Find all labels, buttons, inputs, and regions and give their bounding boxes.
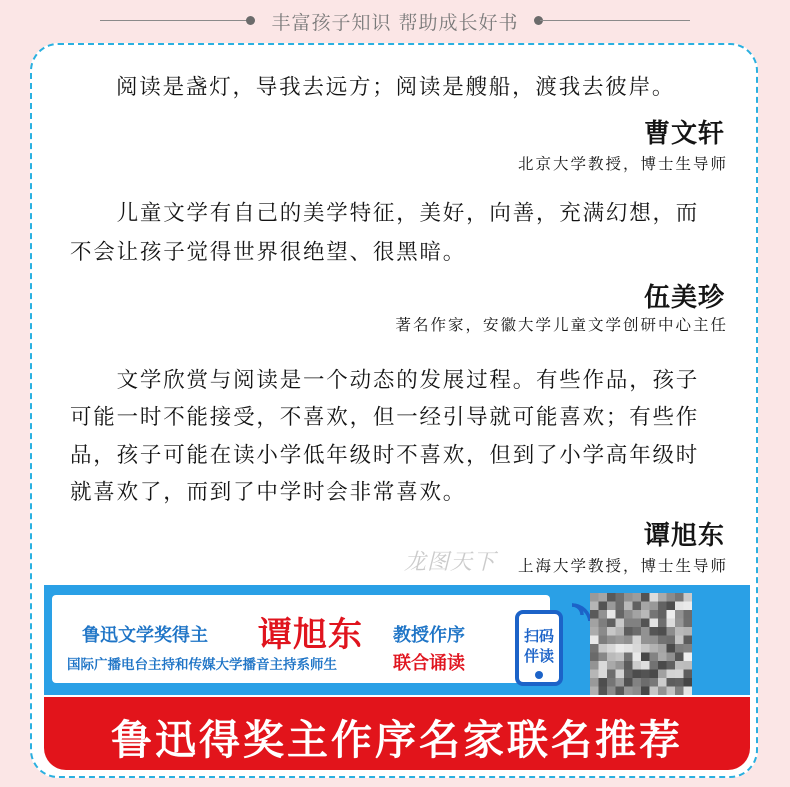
qr-code-image: [590, 593, 692, 695]
qr-pixel: [633, 653, 642, 662]
qr-pixel: [684, 627, 693, 636]
qr-pixel: [607, 644, 616, 653]
quote-3-line-1: 文学欣赏与阅读是一个动态的发展过程。有些作品，孩子: [70, 368, 700, 393]
qr-pixel: [675, 627, 684, 636]
qr-pixel: [667, 687, 676, 696]
qr-pixel: [684, 644, 693, 653]
qr-pixel: [650, 644, 659, 653]
qr-pixel: [633, 627, 642, 636]
qr-pixel: [616, 687, 625, 696]
qr-pixel: [641, 602, 650, 611]
qr-pixel: [633, 602, 642, 611]
qr-pixel: [650, 627, 659, 636]
qr-pixel: [590, 678, 599, 687]
qr-pixel: [667, 636, 676, 645]
slogan-band: [44, 697, 750, 770]
qr-pixel: [658, 661, 667, 670]
qr-pixel: [641, 610, 650, 619]
qr-pixel: [650, 636, 659, 645]
qr-pixel: [590, 593, 599, 602]
qr-pixel: [658, 610, 667, 619]
qr-pixel: [684, 636, 693, 645]
qr-pixel: [590, 636, 599, 645]
signal-icon: [558, 591, 592, 621]
qr-pixel: [599, 627, 608, 636]
qr-pixel: [675, 687, 684, 696]
qr-pixel: [616, 636, 625, 645]
qr-pixel: [684, 593, 693, 602]
qr-pixel: [590, 627, 599, 636]
qr-pixel: [624, 687, 633, 696]
qr-pixel: [607, 653, 616, 662]
promo-readers-label: 国际广播电台主持和传媒大学播音主持系师生: [67, 657, 337, 673]
qr-pixel: [607, 593, 616, 602]
qr-pixel: [684, 602, 693, 611]
qr-pixel: [616, 644, 625, 653]
qr-pixel: [616, 653, 625, 662]
qr-pixel: [641, 627, 650, 636]
quote-1-author: 曹文轩: [643, 119, 725, 149]
qr-pixel: [658, 636, 667, 645]
promo-recital-label: 联合诵读: [393, 653, 465, 674]
qr-pixel: [633, 644, 642, 653]
qr-pixel: [658, 670, 667, 679]
qr-pixel: [675, 678, 684, 687]
top-banner: [0, 0, 790, 42]
qr-pixel: [607, 627, 616, 636]
qr-pixel: [667, 644, 676, 653]
qr-pixel: [624, 653, 633, 662]
qr-pixel: [624, 602, 633, 611]
qr-pixel: [684, 678, 693, 687]
qr-pixel: [599, 661, 608, 670]
qr-pixel: [684, 653, 693, 662]
qr-pixel: [650, 678, 659, 687]
promo-band: [44, 585, 750, 695]
qr-pixel: [607, 619, 616, 628]
qr-pixel: [599, 619, 608, 628]
qr-pixel: [675, 602, 684, 611]
qr-pixel: [616, 678, 625, 687]
quote-3-line-4: 就喜欢了，而到了中学时会非常喜欢。: [70, 480, 467, 505]
qr-pixel: [624, 644, 633, 653]
qr-pixel: [624, 593, 633, 602]
qr-pixel: [599, 636, 608, 645]
qr-pixel: [607, 670, 616, 679]
qr-pixel: [633, 619, 642, 628]
quote-2-line-1: 儿童文学有自己的美学特征，美好，向善，充满幻想，而: [70, 201, 700, 226]
qr-pixel: [624, 670, 633, 679]
qr-pixel: [675, 610, 684, 619]
qr-pixel: [667, 678, 676, 687]
qr-pixel: [590, 653, 599, 662]
qr-pixel: [624, 627, 633, 636]
qr-pixel: [624, 678, 633, 687]
qr-pixel: [667, 602, 676, 611]
qr-pixel: [650, 593, 659, 602]
qr-pixel: [641, 687, 650, 696]
qr-pixel: [633, 593, 642, 602]
quote-2-author-title: 著名作家，安徽大学儿童文学创研中心主任: [395, 316, 728, 334]
qr-pixel: [658, 593, 667, 602]
qr-pixel: [641, 644, 650, 653]
quote-2-line-2: 不会让孩子觉得世界很绝望、很黑暗。: [70, 240, 467, 265]
qr-pixel: [590, 610, 599, 619]
qr-pixel: [675, 670, 684, 679]
quote-3-author-title: 上海大学教授，博士生导师: [517, 557, 728, 575]
qr-pixel: [616, 593, 625, 602]
qr-pixel: [616, 602, 625, 611]
qr-pixel: [650, 602, 659, 611]
qr-pixel: [599, 610, 608, 619]
qr-pixel: [624, 619, 633, 628]
phone-label-scan: 扫码: [523, 627, 554, 645]
qr-pixel: [675, 644, 684, 653]
qr-pixel: [658, 627, 667, 636]
qr-pixel: [599, 687, 608, 696]
qr-pixel: [675, 661, 684, 670]
qr-pixel: [667, 627, 676, 636]
qr-pixel: [616, 661, 625, 670]
qr-pixel: [658, 644, 667, 653]
qr-pixel: [658, 678, 667, 687]
qr-pixel: [650, 619, 659, 628]
qr-pixel: [650, 610, 659, 619]
qr-pixel: [650, 653, 659, 662]
qr-pixel: [641, 678, 650, 687]
qr-pixel: [641, 670, 650, 679]
qr-pixel: [633, 610, 642, 619]
qr-pixel: [675, 619, 684, 628]
qr-pixel: [599, 653, 608, 662]
qr-pixel: [616, 670, 625, 679]
qr-pixel: [599, 602, 608, 611]
qr-pixel: [590, 687, 599, 696]
qr-pixel: [667, 610, 676, 619]
qr-pixel: [616, 619, 625, 628]
qr-pixel: [684, 619, 693, 628]
qr-pixel: [607, 636, 616, 645]
qr-pixel: [641, 619, 650, 628]
qr-pixel: [667, 670, 676, 679]
qr-pixel: [684, 610, 693, 619]
banner-rule-right: [540, 20, 690, 21]
quote-3-author: 谭旭东: [643, 521, 725, 551]
qr-pixel: [675, 636, 684, 645]
qr-pixel: [624, 661, 633, 670]
qr-pixel: [607, 661, 616, 670]
qr-pixel: [650, 670, 659, 679]
qr-pixel: [599, 670, 608, 679]
watermark: 龙图天下: [404, 550, 497, 575]
qr-pixel: [650, 687, 659, 696]
qr-pixel: [667, 593, 676, 602]
qr-pixel: [616, 610, 625, 619]
quote-2-author: 伍美珍: [643, 283, 725, 313]
qr-pixel: [675, 653, 684, 662]
qr-pixel: [675, 593, 684, 602]
qr-pixel: [607, 687, 616, 696]
qr-pixel: [633, 687, 642, 696]
qr-code[interactable]: [590, 593, 692, 695]
slogan-text: 鲁迅得奖主作序名家联名推荐: [111, 716, 683, 764]
promo-author-name: 谭旭东: [258, 615, 363, 655]
qr-pixel: [607, 602, 616, 611]
phone-home-button: [535, 671, 543, 679]
qr-pixel: [641, 593, 650, 602]
quote-3-line-3: 品，孩子可能在读小学低年级时不喜欢，但到了小学高年级时: [70, 443, 700, 468]
qr-pixel: [684, 670, 693, 679]
qr-pixel: [667, 661, 676, 670]
qr-pixel: [590, 602, 599, 611]
quote-1-author-title: 北京大学教授，博士生导师: [517, 155, 728, 173]
qr-pixel: [658, 687, 667, 696]
qr-pixel: [590, 661, 599, 670]
qr-pixel: [684, 687, 693, 696]
qr-pixel: [633, 636, 642, 645]
qr-pixel: [599, 644, 608, 653]
qr-pixel: [590, 670, 599, 679]
qr-pixel: [633, 678, 642, 687]
phone-label-read: 伴读: [523, 647, 554, 665]
qr-pixel: [624, 636, 633, 645]
qr-pixel: [684, 661, 693, 670]
qr-pixel: [616, 627, 625, 636]
qr-pixel: [658, 619, 667, 628]
qr-pixel: [599, 678, 608, 687]
qr-pixel: [641, 653, 650, 662]
qr-pixel: [633, 661, 642, 670]
qr-pixel: [633, 670, 642, 679]
quote-3-line-2: 可能一时不能接受，不喜欢，但一经引导就可能喜欢；有些作: [70, 405, 700, 430]
qr-pixel: [641, 636, 650, 645]
quote-1-line-1: 阅读是盏灯，导我去远方；阅读是艘船，渡我去彼岸。: [116, 75, 676, 100]
qr-pixel: [658, 653, 667, 662]
promo-award-label: 鲁迅文学奖得主: [82, 625, 208, 646]
qr-pixel: [599, 593, 608, 602]
qr-pixel: [590, 619, 599, 628]
qr-pixel: [607, 678, 616, 687]
qr-pixel: [667, 653, 676, 662]
promo-preface-label: 教授作序: [393, 625, 465, 646]
qr-pixel: [641, 661, 650, 670]
banner-tagline: 丰富孩子知识 帮助成长好书: [271, 12, 519, 34]
phone-icon: [515, 610, 563, 686]
qr-pixel: [667, 619, 676, 628]
qr-pixel: [607, 610, 616, 619]
qr-pixel: [650, 661, 659, 670]
qr-pixel: [658, 602, 667, 611]
qr-pixel: [590, 644, 599, 653]
qr-pixel: [624, 610, 633, 619]
